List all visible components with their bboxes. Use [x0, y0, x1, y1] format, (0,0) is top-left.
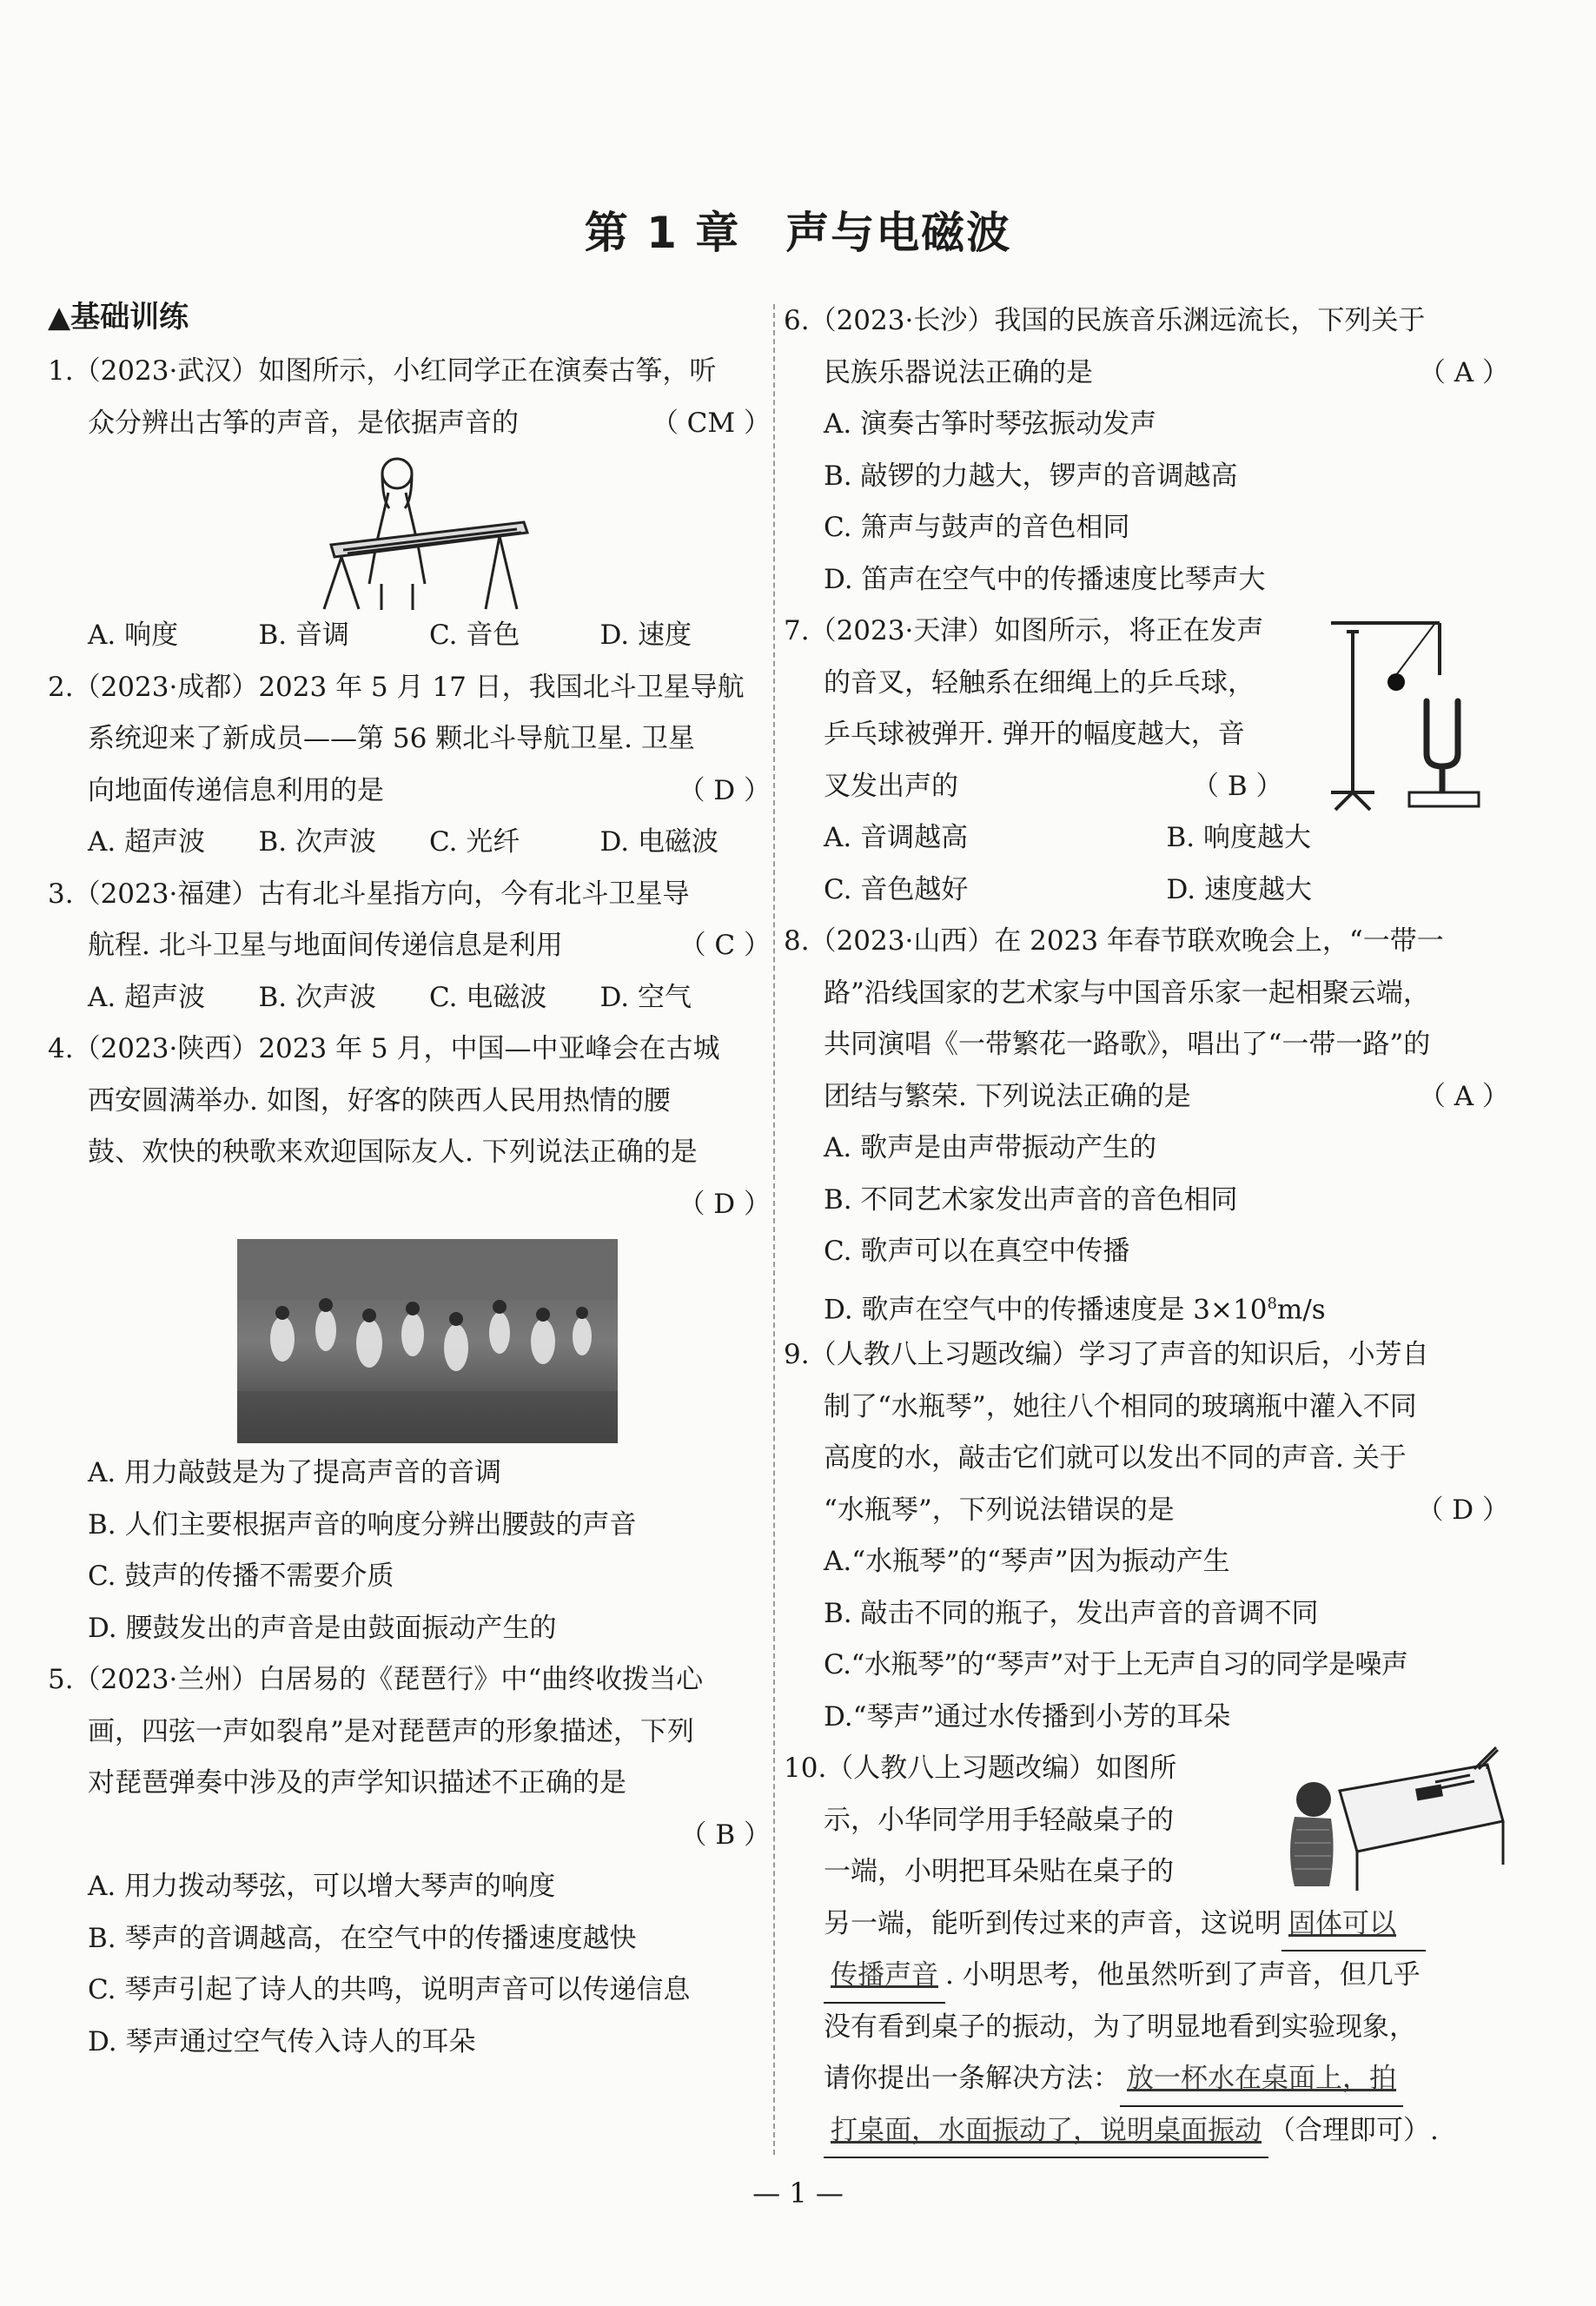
q9-option-b: B. 敲击不同的瓶子，发出声音的音调不同 [824, 1597, 1319, 1629]
q2-line3 [48, 765, 771, 818]
q7-option-c: C. 音色越好 [824, 873, 969, 905]
q2-option-c: C. 光纤 [429, 826, 520, 858]
q10-block [784, 1743, 1509, 1898]
q1-stem-end: 众分辨出古筝的声音，是依据声音的 [88, 407, 519, 439]
q1-option-c: C. 音色 [429, 620, 520, 651]
q6-line2 [784, 348, 1509, 400]
q1-option-b: B. 音调 [258, 620, 349, 651]
q7-options-row1 [784, 812, 1509, 865]
q3-option-a: A. 超声波 [88, 981, 206, 1013]
q7-options-row2 [784, 865, 1509, 917]
q4-option-a: A. 用力敲鼓是为了提高声音的音调 [88, 1457, 502, 1488]
q7-line2: 的音叉，轻触系在细绳上的乒乓球， [824, 666, 1255, 699]
desk-knock-figure [1279, 1743, 1509, 1895]
q7-option-d: D. 速度越大 [1166, 873, 1312, 905]
q8-answer: （ A ） [1418, 1080, 1509, 1112]
q9-stem-end: “水瓶琴”，下列说法错误的是 [824, 1494, 1175, 1526]
q5-option-c: C. 琴声引起了诗人的共鸣，说明声音可以传递信息 [88, 1974, 691, 2005]
q8-line4 [784, 1071, 1509, 1123]
q9-option-a: A.“水瓶琴”的“琴声”因为振动产生 [824, 1546, 1230, 1577]
waist-drum-photo [48, 1230, 771, 1448]
q1-line1: 1.（2023·武汉）如图所示，小红同学正在演奏古筝，听 [48, 355, 717, 387]
q4-line2: 西安圆满举办. 如图，好客的陕西人民用热情的腰 [88, 1084, 671, 1117]
q6-option-a: A. 演奏古筝时琴弦振动发声 [824, 408, 1157, 440]
q3-option-b: B. 次声波 [258, 981, 376, 1013]
q10-blank2-part1: 放一杯水在桌面上，拍 [1120, 2053, 1403, 2107]
q4-option-d: D. 腰鼓发出的声音是由鼓面振动产生的 [88, 1612, 557, 1644]
q1-option-d: D. 速度 [599, 620, 692, 651]
q10-blank1-part1: 固体可以 [1281, 1898, 1426, 1952]
q4-line3: 鼓、欢快的秧歌来欢迎国际友人. 下列说法正确的是 [88, 1136, 698, 1168]
q7-option-a: A. 音调越高 [824, 822, 969, 853]
q3-option-d: D. 空气 [599, 981, 692, 1013]
q10-line7: 请你提出一条解决方法： 放一杯水在桌面上，拍 [784, 2053, 1509, 2105]
q6-stem-end: 民族乐器说法正确的是 [824, 356, 1093, 388]
q8-stem-end: 团结与繁荣. 下列说法正确的是 [824, 1080, 1191, 1112]
q10-line1: 10.（人教八上习题改编）如图所 [784, 1753, 1177, 1784]
q2-answer: （ D ） [678, 774, 771, 806]
q6-option-c: C. 箫声与鼓声的音色相同 [824, 512, 1130, 543]
q9-option-d: D.“琴声”通过水传播到小芳的耳朵 [824, 1700, 1231, 1733]
column-divider [773, 304, 775, 2155]
q9-line1: 9.（人教八上习题改编）学习了声音的知识后，小芳自 [784, 1339, 1429, 1370]
q4-option-b: B. 人们主要根据声音的响度分辨出腰鼓的声音 [88, 1508, 637, 1541]
q3-line1: 3.（2023·福建）古有北斗星指方向，今有北斗卫星导 [48, 878, 690, 910]
q2-line1: 2.（2023·成都）2023 年 5 月 17 日，我国北斗卫星导航 [48, 671, 745, 703]
q8-option-a: A. 歌声是由声带振动产生的 [824, 1132, 1157, 1163]
q3-option-c: C. 电磁波 [429, 981, 547, 1013]
q5-answer-line [48, 1810, 771, 1862]
q7-line3: 乒乓球被弹开. 弹开的幅度越大，音 [824, 719, 1245, 750]
q2-stem-end: 向地面传递信息利用的是 [88, 774, 384, 806]
q8-line2: 路”沿线国家的艺术家与中国音乐家一起相聚云端， [824, 977, 1430, 1009]
q5-answer: （ B ） [679, 1819, 771, 1851]
q5-line2: 画，四弦一声如裂帛”是对琵琶声的形象描述，下列 [88, 1715, 694, 1747]
q10-line4: 另一端，能听到传过来的声音，这说明 固体可以 [784, 1898, 1509, 1951]
q1-answer: （ CM ） [651, 407, 771, 439]
exponent: 8 [1267, 1294, 1277, 1313]
tuning-fork-figure [1314, 606, 1505, 814]
q9-option-c: C.“水瓶琴”的“琴声”对于上无声自习的同学是噪声 [824, 1649, 1408, 1680]
q6-option-d: D. 笛声在空气中的传播速度比琴声大 [824, 563, 1266, 595]
q8-line1: 8.（2023·山西）在 2023 年春节联欢晚会上，“一带一 [784, 925, 1444, 957]
q4-line1: 4.（2023·陕西）2023 年 5 月，中国—中亚峰会在古城 [48, 1033, 720, 1064]
q7-block [784, 606, 1509, 812]
q5-line1: 5.（2023·兰州）白居易的《琵琶行》中“曲终收拨当心 [48, 1664, 704, 1695]
q6-option-b: B. 敲锣的力越大，锣声的音调越高 [824, 460, 1238, 492]
q2-option-a: A. 超声波 [88, 826, 206, 858]
q7-answer: （ B ） [1192, 770, 1283, 802]
q6-answer: （ A ） [1418, 356, 1509, 388]
q7-line1: 7.（2023·天津）如图所示，将正在发声 [784, 615, 1264, 646]
q1-line2 [48, 398, 771, 450]
q8-option-d: D. 歌声在空气中的传播速度是 $3\times 10^8m/s$ [824, 1293, 1326, 1325]
q8-option-b: B. 不同艺术家发出声音的音色相同 [824, 1183, 1238, 1216]
q5-option-b: B. 琴声的音调越高，在空气中的传播速度越快 [88, 1922, 637, 1954]
q8-option-c: C. 歌声可以在真空中传播 [824, 1236, 1130, 1267]
q2-options [48, 817, 771, 869]
section-heading: ▲基础训练 [48, 300, 189, 335]
q10-blank1-part2: 传播声音 [824, 1950, 945, 2004]
q7-option-b: B. 响度越大 [1166, 822, 1311, 853]
right-column [784, 295, 1509, 2157]
q10-line6: 没有看到桌子的振动，为了明显地看到实验现象， [824, 2011, 1416, 2043]
q1-options [48, 610, 771, 662]
q10-line5: 传播声音 . 小明思考，他虽然听到了声音，但几乎 [784, 1950, 1509, 2002]
page-number: — 1 — [752, 2177, 844, 2210]
q3-answer: （ C ） [679, 930, 771, 961]
q4-answer: （ D ） [678, 1188, 771, 1220]
q3-stem-end: 航程. 北斗卫星与地面间传递信息是利用 [88, 930, 563, 961]
q5-line3: 对琵琶弹奏中涉及的声学知识描述不正确的是 [88, 1767, 626, 1799]
q2-option-b: B. 次声波 [258, 826, 376, 858]
q7-stem-end: 叉发出声的 [824, 770, 958, 802]
q5-option-d: D. 琴声通过空气传入诗人的耳朵 [88, 2025, 476, 2058]
left-column [48, 295, 771, 2068]
q9-line2: 制了“水瓶琴”，她往八个相同的玻璃瓶中灌入不同 [824, 1390, 1417, 1422]
q4-option-c: C. 鼓声的传播不需要介质 [88, 1561, 394, 1592]
q3-line2 [48, 920, 771, 972]
q2-option-d: D. 电磁波 [599, 826, 719, 858]
q10-blank2-part2: 打桌面，水面振动了，说明桌面振动 [824, 2105, 1268, 2159]
q1-option-a: A. 响度 [88, 620, 179, 651]
q6-line1: 6.（2023·长沙）我国的民族音乐渊远流长，下列关于 [784, 305, 1426, 336]
q8-line3: 共同演唱《一带繁花一路歌》，唱出了“一带一路”的 [824, 1029, 1431, 1060]
guzheng-figure [48, 449, 771, 610]
q5-option-a: A. 用力拨动琴弦，可以增大琴声的响度 [88, 1871, 556, 1902]
q10-line2: 示，小华同学用手轻敲桌子的 [824, 1804, 1174, 1836]
q9-line4 [784, 1485, 1509, 1537]
q9-line3: 高度的水，敲击它们就可以发出不同的声音. 关于 [824, 1442, 1407, 1474]
q10-line8: 打桌面，水面振动了，说明桌面振动 （合理即可）. [784, 2105, 1509, 2157]
q3-options [48, 972, 771, 1024]
unit: m/s [1276, 1293, 1326, 1325]
q4-answer-line [48, 1179, 771, 1231]
q2-line2: 系统迎来了新成员——第 56 颗北斗导航卫星. 卫星 [88, 723, 695, 754]
q9-answer: （ D ） [1416, 1494, 1509, 1526]
chapter-title: 第 1 章 声与电磁波 [584, 208, 1012, 258]
q10-line3: 一端，小明把耳朵贴在桌子的 [824, 1856, 1174, 1887]
